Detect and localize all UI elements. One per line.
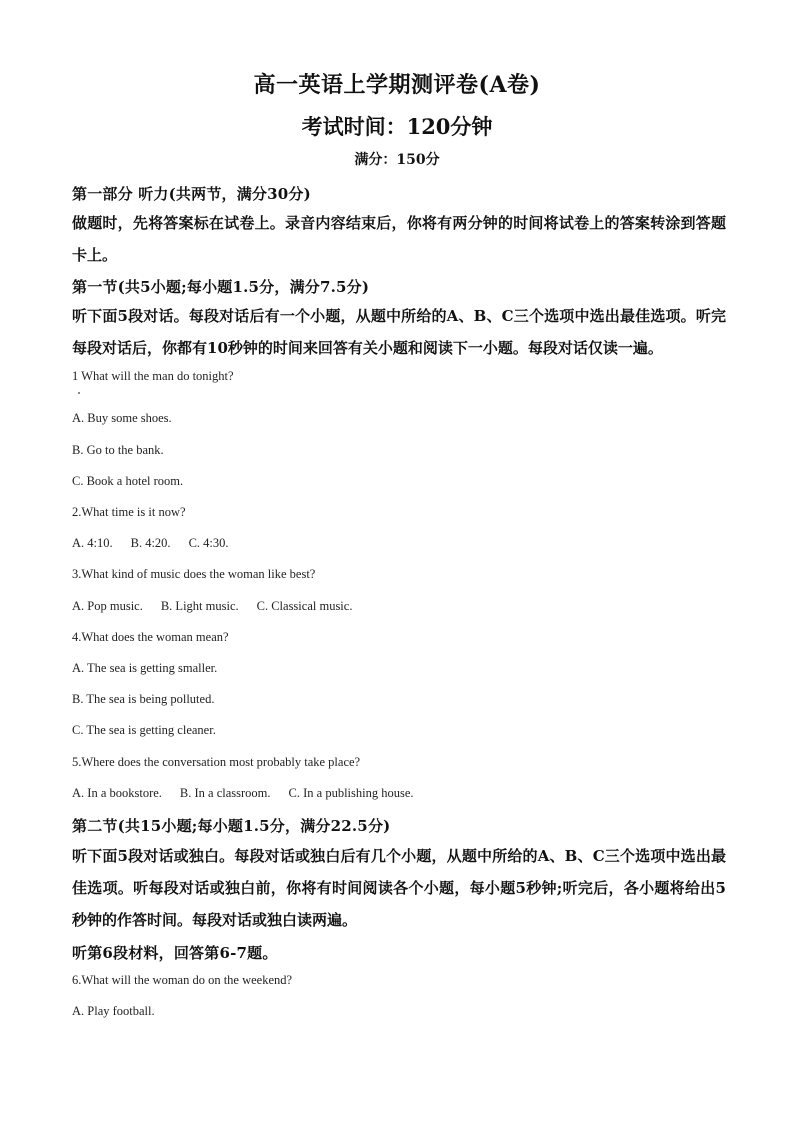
question-3-options [72, 599, 732, 614]
question-5-options [72, 786, 732, 801]
section1-instruction: 听下面5段对话。每段对话后有一个小题，从题中所给的A、B、C三个选项中选出最佳选项。听完每段对话后，你都有10秒钟的时间来回答有关小题和阅读下一小题。每段对话仅读一遍。 [72, 307, 726, 357]
question-1-option-a: A. Buy some shoes. [72, 411, 172, 425]
question-5-option-a: A. In a bookstore. [72, 786, 162, 800]
section2-material: 听第6段材料，回答第6-7题。 [72, 944, 278, 962]
question-1-option-b: B. Go to the bank. [72, 443, 164, 457]
exam-time: 考试时间：120分钟 [301, 114, 493, 139]
exam-score: 满分：150分 [354, 152, 440, 168]
question-4-stem: 4.What does the woman mean? [72, 630, 229, 644]
part1-heading: 第一部分 听力(共两节，满分30分) [72, 185, 311, 203]
question-2-option-b: B. 4:20. [130, 536, 171, 550]
section2-heading: 第二节(共15小题;每小题1.5分，满分22.5分) [72, 817, 391, 835]
exam-title: 高一英语上学期测评卷(A卷) [253, 72, 541, 98]
question-3-option-b: B. Light music. [160, 599, 239, 613]
question-2-option-a: A. 4:10. [72, 536, 113, 550]
question-2-stem: 2.What time is it now? [72, 505, 186, 519]
question-2-options [72, 536, 732, 551]
question-1-option-c: C. Book a hotel room. [72, 474, 184, 488]
question-4-option-a: A. The sea is getting smaller. [72, 661, 218, 675]
section1-heading: 第一节(共5小题;每小题1.5分，满分7.5分) [72, 278, 370, 296]
question-4-option-c: C. The sea is getting cleaner. [72, 723, 216, 737]
part1-instruction: 做题时，先将答案标在试卷上。录音内容结束后，你将有两分钟的时间将试卷上的答案转涂到答题卡上。 [72, 214, 726, 264]
stray-mark [78, 392, 80, 394]
question-4-option-b: B. The sea is being polluted. [72, 692, 215, 706]
question-3-stem: 3.What kind of music does the woman like best? [72, 567, 316, 581]
question-2-option-c: C. 4:30. [188, 536, 229, 550]
question-5-stem: 5.Where does the conversation most probably take place? [72, 755, 361, 769]
question-1-stem: 1 What will the man do tonight? [72, 369, 234, 383]
question-5-option-b: B. In a classroom. [179, 786, 271, 800]
question-6-stem: 6.What will the woman do on the weekend? [72, 973, 293, 987]
question-6-option-a: A. Play football. [72, 1004, 155, 1018]
question-3-option-c: C. Classical music. [256, 599, 353, 613]
question-3-option-a: A. Pop music. [72, 599, 143, 613]
question-5-option-c: C. In a publishing house. [288, 786, 414, 800]
section2-instruction: 听下面5段对话或独白。每段对话或独白后有几个小题，从题中所给的A、B、C三个选项中选出最佳选项。听每段对话或独白前，你将有时间阅读各个小题，每小题5秒钟;听完后，各小题将给出5秒钟的作答时间。每段对话或独白读两遍。 [72, 847, 726, 929]
